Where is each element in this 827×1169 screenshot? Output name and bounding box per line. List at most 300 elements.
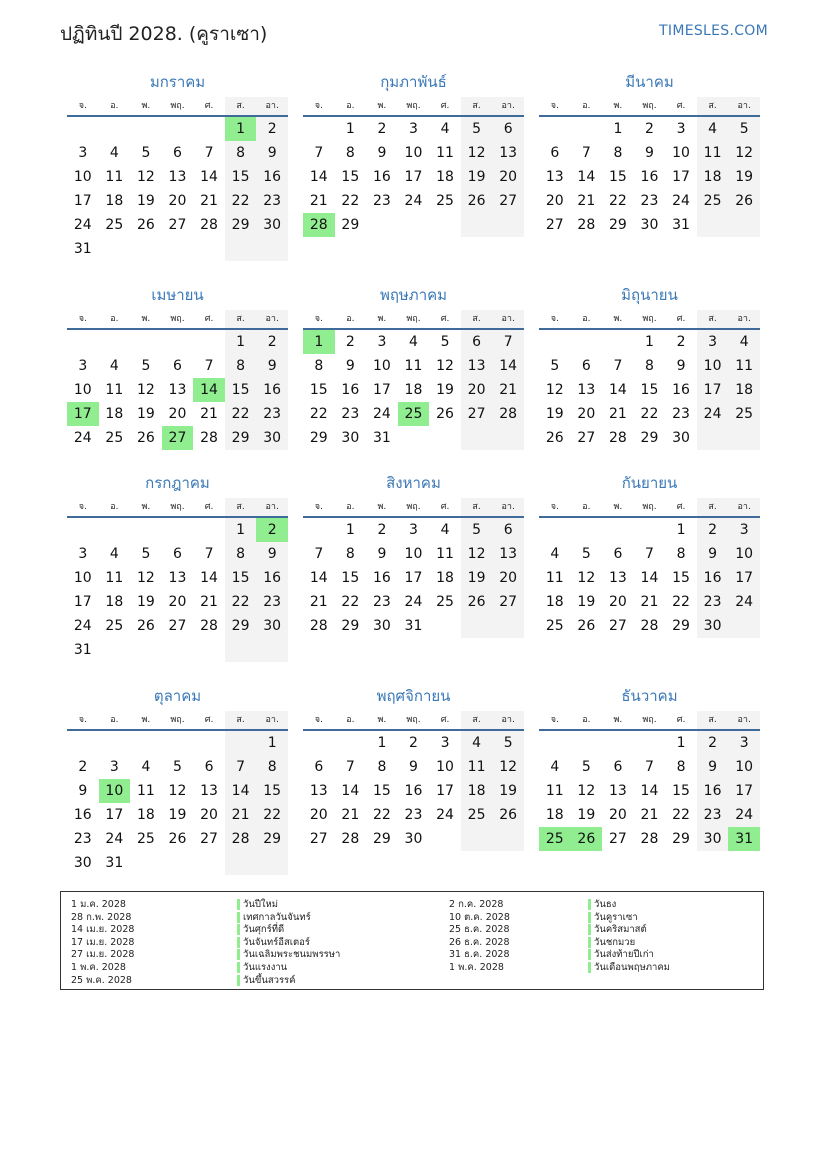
day-cell: 14 — [200, 570, 218, 586]
day-cell: 25 — [105, 430, 124, 446]
day-cell: 6 — [550, 145, 560, 161]
weekday-label: ส. — [697, 310, 729, 328]
day-cell: 22 — [341, 594, 360, 610]
day-cell: 9 — [676, 358, 686, 374]
weekday-label: พฤ. — [170, 101, 185, 111]
weekday-label: ส. — [461, 498, 493, 516]
day-cell: 27 — [608, 831, 627, 847]
weekday-header — [539, 711, 760, 731]
day-cell: 30 — [256, 614, 288, 638]
day-cell: 17 — [372, 382, 391, 398]
day-cell: 25 — [728, 402, 760, 426]
legend-holiday-date: 1 ม.ค. 2028 — [71, 899, 126, 910]
month-name: กุมภาพันธ์ — [380, 73, 447, 91]
day-cell: 21 — [640, 807, 659, 823]
empty-day-cell — [130, 731, 162, 755]
weekday-header — [67, 711, 288, 731]
day-cell: 12 — [136, 570, 155, 586]
day-cell: 16 — [697, 566, 729, 590]
weekday-label: ส. — [461, 310, 493, 328]
day-cell: 9 — [256, 141, 288, 165]
month-name: มิถุนายน — [621, 286, 678, 304]
day-cell: 30 — [672, 430, 690, 446]
legend-holiday-name: วันปีใหม่ — [237, 899, 278, 910]
day-cell: 24 — [728, 803, 760, 827]
legend-holiday-name: เทศกาลวันจันทร์ — [237, 912, 311, 923]
day-cell: 7 — [581, 145, 591, 161]
empty-day-cell — [99, 731, 131, 755]
empty-day-cell — [130, 851, 162, 875]
weekday-label: พ. — [613, 715, 623, 725]
weekday-label: อ. — [582, 314, 591, 324]
weekday-label: พฤ. — [642, 101, 657, 111]
day-cell: 27 — [492, 189, 524, 213]
holiday-day-cell: 10 — [99, 779, 131, 803]
day-grid — [303, 731, 524, 851]
day-cell: 27 — [608, 618, 627, 634]
day-cell: 11 — [105, 570, 124, 586]
empty-day-cell — [461, 614, 493, 638]
weekday-label: จ. — [78, 314, 87, 324]
day-cell: 14 — [640, 570, 659, 586]
day-cell: 17 — [672, 169, 690, 185]
day-cell: 26 — [461, 590, 493, 614]
day-cell: 22 — [672, 807, 690, 823]
month-block — [539, 284, 760, 450]
legend-holiday-date: 27 เม.ย. 2028 — [71, 949, 135, 961]
day-cell: 7 — [204, 145, 214, 161]
day-cell: 21 — [309, 594, 328, 610]
empty-day-cell — [256, 237, 288, 261]
day-cell: 5 — [141, 358, 151, 374]
day-cell: 10 — [697, 354, 729, 378]
day-cell: 6 — [461, 330, 493, 354]
weekday-label: ศ. — [676, 502, 686, 512]
weekday-label: อ. — [110, 101, 119, 111]
day-cell: 17 — [728, 566, 760, 590]
day-cell: 23 — [341, 406, 360, 422]
month-block — [539, 472, 760, 638]
day-cell: 15 — [640, 382, 659, 398]
day-cell: 20 — [492, 165, 524, 189]
day-cell: 13 — [608, 783, 627, 799]
day-cell: 4 — [728, 330, 760, 354]
day-cell: 4 — [141, 759, 151, 775]
empty-day-cell — [492, 426, 524, 450]
month-name: ธันวาคม — [621, 687, 678, 705]
holiday-day-cell: 17 — [67, 402, 99, 426]
day-cell: 16 — [73, 807, 92, 823]
day-cell: 8 — [377, 759, 387, 775]
empty-day-cell — [193, 851, 225, 875]
day-cell: 21 — [640, 594, 659, 610]
day-cell: 5 — [461, 117, 493, 141]
day-cell: 28 — [200, 217, 218, 233]
empty-day-cell — [67, 330, 99, 354]
day-cell: 8 — [256, 755, 288, 779]
day-cell: 5 — [581, 546, 591, 562]
day-cell: 16 — [256, 566, 288, 590]
day-cell: 15 — [672, 783, 690, 799]
empty-day-cell — [99, 330, 131, 354]
day-cell: 25 — [436, 193, 454, 209]
day-cell: 30 — [697, 827, 729, 851]
empty-day-cell — [130, 117, 162, 141]
day-cell: 29 — [256, 827, 288, 851]
day-cell: 16 — [672, 382, 690, 398]
day-cell: 31 — [73, 241, 92, 257]
weekday-header — [539, 97, 760, 117]
day-cell: 2 — [377, 522, 387, 538]
weekday-header — [303, 711, 524, 731]
day-cell: 16 — [404, 783, 423, 799]
legend-holiday-name: วันส่งท้ายปีเก่า — [588, 949, 654, 960]
empty-day-cell — [99, 638, 131, 662]
day-cell: 7 — [225, 755, 257, 779]
day-cell: 12 — [436, 358, 454, 374]
day-cell: 1 — [676, 735, 686, 751]
day-cell: 10 — [73, 169, 92, 185]
day-cell: 4 — [550, 546, 560, 562]
day-cell: 5 — [550, 358, 560, 374]
day-cell: 7 — [492, 330, 524, 354]
month-block — [303, 472, 524, 638]
day-cell: 22 — [225, 590, 257, 614]
weekday-label: อา. — [256, 97, 288, 115]
day-cell: 23 — [672, 406, 690, 422]
day-cell: 3 — [728, 731, 760, 755]
day-cell: 2 — [345, 334, 355, 350]
month-block — [67, 284, 288, 450]
day-cell: 11 — [728, 354, 760, 378]
legend-holiday-name: วันเดือนพฤษภาคม — [588, 962, 670, 973]
day-cell: 18 — [136, 807, 155, 823]
day-cell: 26 — [577, 618, 596, 634]
day-cell: 7 — [345, 759, 355, 775]
day-cell: 4 — [440, 522, 450, 538]
legend-holiday-date: 31 ธ.ค. 2028 — [449, 949, 510, 961]
day-cell: 17 — [728, 779, 760, 803]
day-cell: 27 — [168, 618, 187, 634]
day-cell: 21 — [200, 193, 218, 209]
page-title: ปฏิทินปี 2028. (คูราเซา) — [60, 23, 268, 45]
empty-day-cell — [130, 518, 162, 542]
day-cell: 19 — [461, 165, 493, 189]
day-cell: 7 — [204, 546, 214, 562]
weekday-label: อ. — [110, 715, 119, 725]
day-cell: 19 — [577, 807, 596, 823]
empty-day-cell — [67, 731, 99, 755]
empty-day-cell — [697, 426, 729, 450]
day-grid — [539, 731, 760, 851]
day-cell: 12 — [168, 783, 187, 799]
empty-day-cell — [99, 518, 131, 542]
day-cell: 11 — [105, 382, 124, 398]
empty-day-cell — [634, 731, 666, 755]
legend-holiday-name: วันศุกร์ที่ดี — [237, 924, 284, 935]
weekday-label: พ. — [141, 314, 151, 324]
day-cell: 13 — [608, 570, 627, 586]
day-cell: 16 — [372, 570, 391, 586]
weekday-label: อา. — [728, 711, 760, 729]
day-cell: 5 — [492, 731, 524, 755]
weekday-label: จ. — [78, 101, 87, 111]
day-cell: 3 — [78, 358, 88, 374]
empty-day-cell — [602, 518, 634, 542]
weekday-label: พฤ. — [642, 502, 657, 512]
legend-holiday-name: วันคูราเซา — [588, 912, 638, 923]
day-cell: 13 — [461, 354, 493, 378]
empty-day-cell — [303, 117, 335, 141]
weekday-label: พฤ. — [406, 101, 421, 111]
empty-day-cell — [225, 731, 257, 755]
day-grid — [539, 117, 760, 237]
day-cell: 24 — [73, 217, 92, 233]
day-cell: 9 — [256, 354, 288, 378]
day-cell: 23 — [697, 803, 729, 827]
day-cell: 15 — [608, 169, 627, 185]
day-cell: 2 — [645, 121, 654, 137]
day-cell: 1 — [345, 121, 355, 137]
empty-day-cell — [162, 731, 194, 755]
legend-holiday-date: 1 พ.ค. 2028 — [71, 961, 126, 973]
weekday-label: อ. — [346, 715, 355, 725]
day-cell: 10 — [728, 755, 760, 779]
day-cell: 22 — [225, 402, 257, 426]
day-cell: 14 — [309, 570, 328, 586]
day-cell: 20 — [309, 807, 328, 823]
day-cell: 15 — [256, 779, 288, 803]
day-cell: 3 — [676, 121, 686, 137]
day-cell: 5 — [461, 518, 493, 542]
day-cell: 6 — [581, 358, 591, 374]
day-cell: 28 — [200, 430, 218, 446]
day-grid — [539, 330, 760, 450]
day-cell: 1 — [613, 121, 623, 137]
empty-day-cell — [539, 117, 571, 141]
empty-day-cell — [398, 213, 430, 237]
empty-day-cell — [697, 213, 729, 237]
day-cell: 22 — [225, 189, 257, 213]
day-cell: 25 — [461, 803, 493, 827]
empty-day-cell — [492, 827, 524, 851]
empty-day-cell — [539, 330, 571, 354]
day-cell: 18 — [105, 406, 124, 422]
day-cell: 20 — [545, 193, 564, 209]
day-cell: 15 — [225, 566, 257, 590]
day-cell: 19 — [577, 594, 596, 610]
empty-day-cell — [303, 518, 335, 542]
day-cell: 24 — [672, 193, 690, 209]
day-cell: 14 — [608, 382, 627, 398]
empty-day-cell — [728, 213, 760, 237]
day-cell: 9 — [377, 546, 387, 562]
day-cell: 3 — [78, 145, 88, 161]
day-cell: 21 — [577, 193, 596, 209]
holiday-day-cell: 1 — [303, 330, 335, 354]
day-cell: 13 — [200, 783, 218, 799]
legend-left-names — [237, 899, 340, 987]
day-cell: 12 — [545, 382, 564, 398]
day-cell: 13 — [309, 783, 328, 799]
holiday-day-cell: 31 — [728, 827, 760, 851]
empty-day-cell — [162, 518, 194, 542]
day-cell: 7 — [613, 358, 623, 374]
empty-day-cell — [193, 330, 225, 354]
day-cell: 20 — [577, 406, 596, 422]
brand-link[interactable]: TIMESLES.COM — [659, 23, 768, 39]
day-cell: 9 — [409, 759, 418, 775]
weekday-label: จ. — [314, 715, 323, 725]
day-cell: 10 — [73, 570, 92, 586]
weekday-label: พ. — [377, 715, 387, 725]
day-cell: 30 — [372, 618, 391, 634]
day-cell: 3 — [697, 330, 729, 354]
month-name: เมษายน — [151, 286, 204, 304]
weekday-label: จ. — [550, 502, 559, 512]
day-cell: 29 — [608, 217, 627, 233]
day-cell: 8 — [613, 145, 623, 161]
empty-day-cell — [429, 827, 461, 851]
day-cell: 3 — [109, 759, 119, 775]
empty-day-cell — [162, 851, 194, 875]
day-cell: 24 — [697, 402, 729, 426]
weekday-label: จ. — [314, 314, 323, 324]
empty-day-cell — [162, 330, 194, 354]
day-cell: 23 — [73, 831, 92, 847]
day-cell: 30 — [404, 831, 423, 847]
legend-right-names — [588, 899, 670, 975]
day-cell: 13 — [577, 382, 596, 398]
weekday-label: พฤ. — [642, 314, 657, 324]
day-cell: 1 — [256, 731, 288, 755]
day-cell: 13 — [168, 382, 187, 398]
day-cell: 1 — [676, 522, 686, 538]
day-cell: 28 — [608, 430, 627, 446]
weekday-label: พ. — [613, 314, 623, 324]
holiday-day-cell: 2 — [256, 518, 288, 542]
day-cell: 12 — [577, 570, 596, 586]
day-cell: 21 — [309, 193, 328, 209]
day-cell: 2 — [78, 759, 88, 775]
day-cell: 6 — [173, 546, 182, 562]
weekday-label: พฤ. — [406, 715, 421, 725]
legend-holiday-name: วันแรงงาน — [237, 962, 287, 973]
day-cell: 28 — [492, 402, 524, 426]
day-cell: 5 — [440, 334, 450, 350]
weekday-header — [303, 498, 524, 518]
legend-holiday-date: 17 เม.ย. 2028 — [71, 936, 135, 948]
legend-holiday-date: 28 ก.พ. 2028 — [71, 911, 132, 923]
weekday-label: ศ. — [440, 101, 450, 111]
weekday-label: จ. — [314, 101, 323, 111]
day-cell: 29 — [341, 217, 360, 233]
weekday-label: อ. — [346, 101, 355, 111]
month-block — [67, 472, 288, 662]
legend-holiday-name: วันธง — [588, 899, 616, 910]
day-cell: 29 — [672, 618, 690, 634]
weekday-label: อ. — [582, 502, 591, 512]
weekday-label: ส. — [225, 97, 257, 115]
day-cell: 11 — [436, 546, 454, 562]
weekday-label: ศ. — [676, 314, 686, 324]
day-cell: 24 — [404, 594, 423, 610]
day-cell: 26 — [136, 618, 155, 634]
day-cell: 18 — [461, 779, 493, 803]
empty-day-cell — [571, 330, 603, 354]
day-cell: 4 — [697, 117, 729, 141]
day-cell: 13 — [545, 169, 564, 185]
weekday-label: อา. — [492, 711, 524, 729]
empty-day-cell — [602, 330, 634, 354]
day-cell: 23 — [372, 193, 391, 209]
weekday-label: ศ. — [204, 715, 214, 725]
day-cell: 26 — [436, 406, 454, 422]
empty-day-cell — [193, 731, 225, 755]
day-cell: 21 — [608, 406, 627, 422]
day-cell: 4 — [550, 759, 560, 775]
day-cell: 23 — [256, 402, 288, 426]
day-cell: 3 — [409, 121, 418, 137]
weekday-label: อา. — [492, 97, 524, 115]
day-cell: 12 — [492, 755, 524, 779]
day-cell: 13 — [492, 141, 524, 165]
day-cell: 19 — [545, 406, 564, 422]
day-cell: 16 — [697, 779, 729, 803]
day-cell: 17 — [697, 378, 729, 402]
day-cell: 9 — [645, 145, 654, 161]
legend-holiday-date: 25 พ.ค. 2028 — [71, 974, 132, 986]
day-cell: 29 — [225, 614, 257, 638]
day-cell: 23 — [697, 590, 729, 614]
day-cell: 19 — [136, 193, 155, 209]
day-cell: 2 — [676, 334, 686, 350]
day-cell: 13 — [492, 542, 524, 566]
weekday-header — [67, 498, 288, 518]
day-cell: 6 — [492, 518, 524, 542]
day-cell: 28 — [200, 618, 218, 634]
weekday-label: อา. — [256, 310, 288, 328]
day-cell: 22 — [256, 803, 288, 827]
day-cell: 18 — [545, 594, 564, 610]
day-cell: 11 — [105, 169, 124, 185]
weekday-label: พ. — [613, 101, 623, 111]
day-cell: 25 — [697, 189, 729, 213]
day-cell: 25 — [436, 594, 454, 610]
weekday-label: จ. — [550, 715, 559, 725]
day-cell: 21 — [341, 807, 360, 823]
day-cell: 6 — [173, 145, 182, 161]
day-cell: 26 — [136, 430, 155, 446]
day-cell: 28 — [577, 217, 596, 233]
day-cell: 14 — [492, 354, 524, 378]
day-cell: 31 — [404, 618, 423, 634]
weekday-label: อ. — [346, 502, 355, 512]
day-cell: 27 — [461, 402, 493, 426]
weekday-label: พ. — [141, 101, 151, 111]
day-cell: 14 — [341, 783, 360, 799]
day-cell: 6 — [204, 759, 214, 775]
holiday-day-cell: 28 — [303, 213, 335, 237]
weekday-label: จ. — [78, 715, 87, 725]
day-cell: 7 — [645, 759, 654, 775]
day-cell: 24 — [73, 430, 92, 446]
day-cell: 11 — [545, 783, 564, 799]
legend-holiday-date: 1 พ.ค. 2028 — [449, 961, 504, 973]
legend-holiday-date: 14 เม.ย. 2028 — [71, 924, 135, 936]
day-cell: 10 — [404, 546, 423, 562]
day-cell: 12 — [728, 141, 760, 165]
